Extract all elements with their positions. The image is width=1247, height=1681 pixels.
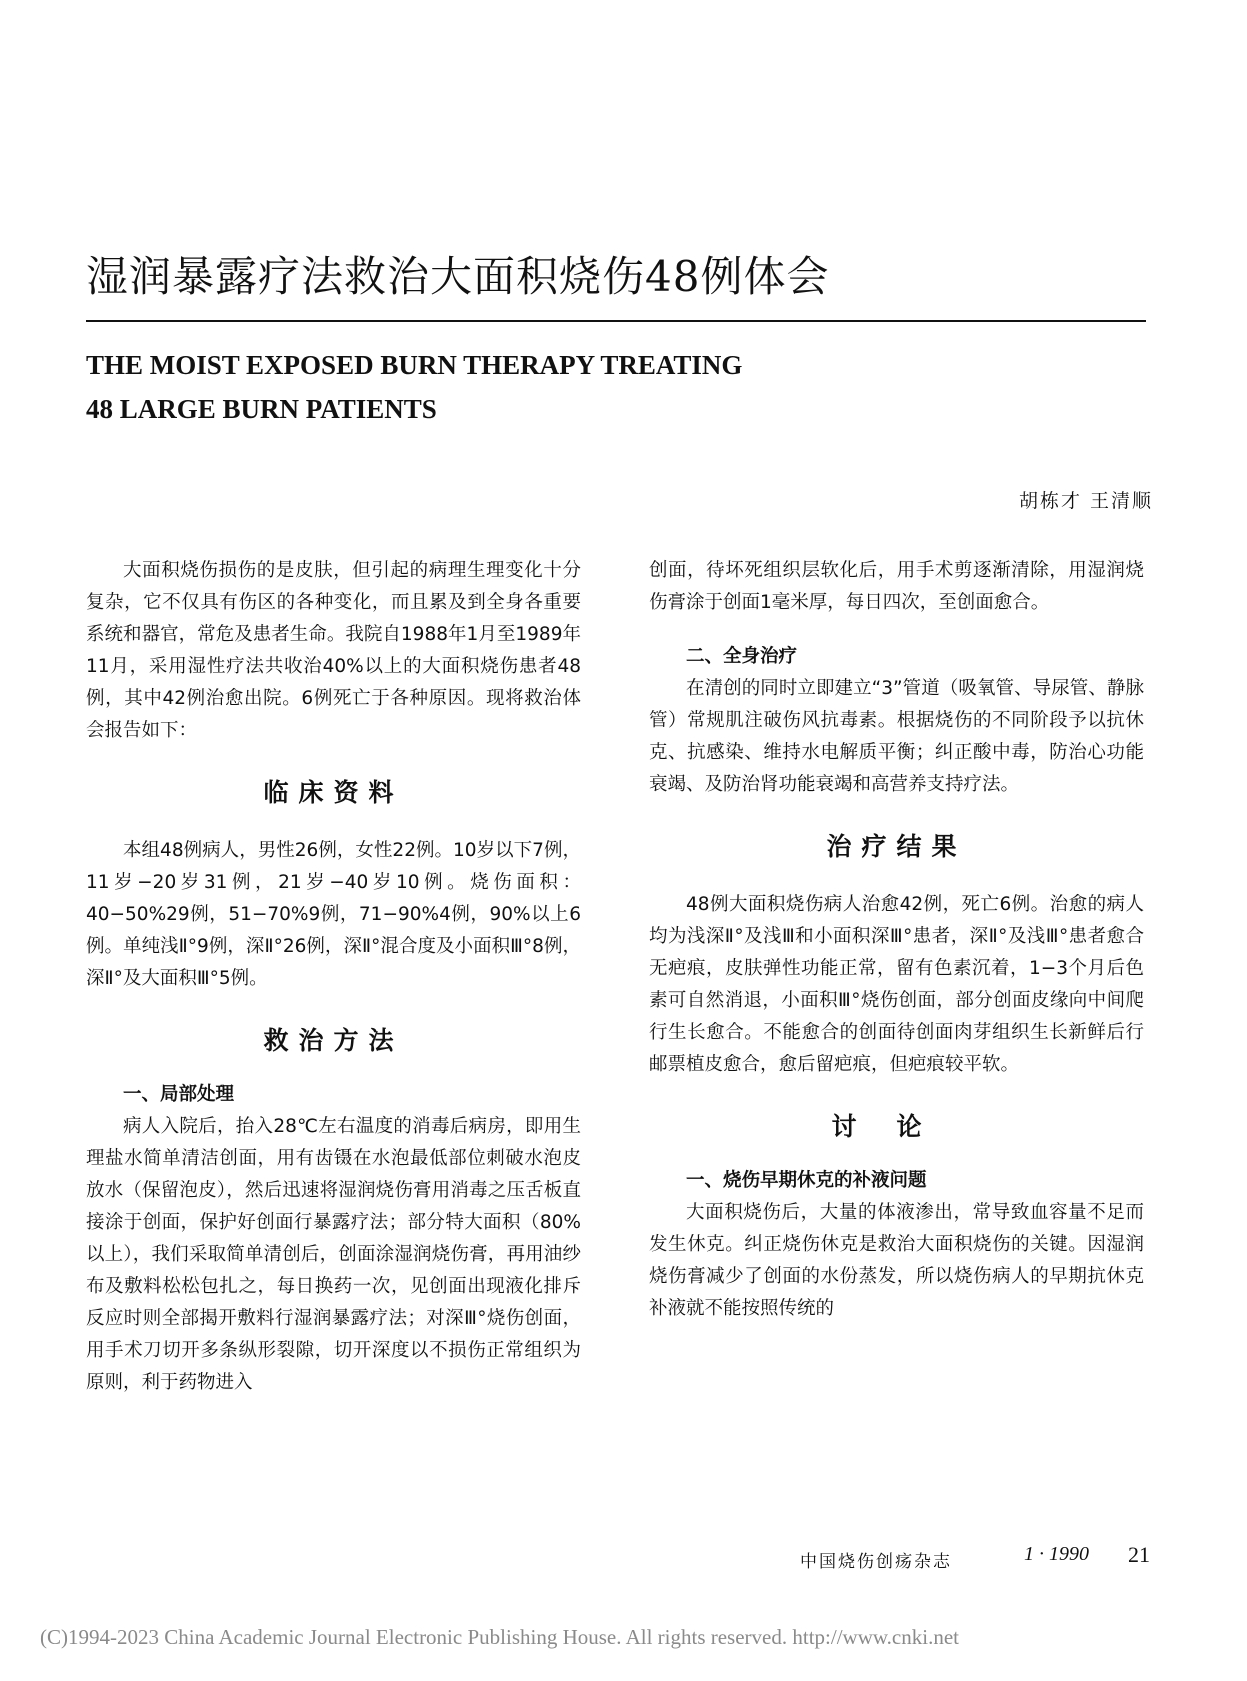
systemic-treatment-paragraph: 在清创的同时立即建立“3”管道（吸氧管、导尿管、静脉管）常规肌注破伤风抗毒素。根据烧伤的不同阶段予以抗休克、抗感染、维持水电解质平衡；纠正酸中毒，防治心功能衰竭、及防治肾功能衰竭和高营养支持疗法。 xyxy=(649,678,1144,795)
section-heading-results: 治疗结果 xyxy=(826,832,967,861)
shock-fluid-paragraph: 大面积烧伤后，大量的体液渗出，常导致血容量不足而发生休克。纠正烧伤休克是救治大面积烧伤的关键。因湿润烧伤膏减少了创面的水份蒸发，所以烧伤病人的早期抗休克补液就不能按照传统的 xyxy=(649,1202,1144,1319)
article-title-english xyxy=(86,343,986,431)
author-names: 胡栋才 王清顺 xyxy=(1018,490,1153,512)
section-heading-clinical-data: 临床资料 xyxy=(263,778,404,807)
subsection-heading-systemic-treatment: 二、全身治疗 xyxy=(686,646,798,667)
title-english-line-1: THE MOIST EXPOSED BURN THERAPY TREATING xyxy=(86,350,743,380)
copyright-watermark: (C)1994-2023 China Academic Journal Electronic Publishing House. All rights reserved. http://www.cnki.net xyxy=(40,1625,959,1649)
intro-paragraph: 大面积烧伤损伤的是皮肤，但引起的病理生理变化十分复杂，它不仅具有伤区的各种变化，而且累及到全身各重要系统和器官，常危及患者生命。我院自1988年1月至1989年11月，采用湿性疗法共收治40%以上的大面积烧伤患者48例，其中42例治愈出院。6例死亡于各种原因。现将救治体会报告如下： xyxy=(86,560,581,741)
section-heading-treatment-methods: 救治方法 xyxy=(263,1026,404,1055)
title-english-line-2: 48 LARGE BURN PATIENTS xyxy=(86,394,437,424)
continued-paragraph: 创面，待坏死组织层软化后，用手术剪逐渐清除，用湿润烧伤膏涂于创面1毫米厚，每日四次，至创面愈合。 xyxy=(649,560,1144,613)
section-heading-discussion: 讨论 xyxy=(831,1112,962,1141)
article-title-chinese: 湿润暴露疗法救治大面积烧伤48例体会 xyxy=(86,252,830,301)
subsection-heading-local-treatment: 一、局部处理 xyxy=(123,1084,235,1105)
page-number: 21 xyxy=(1128,1542,1150,1567)
journal-name: 中国烧伤创疡杂志 xyxy=(800,1552,952,1572)
subsection-heading-shock-fluid: 一、烧伤早期休克的补液问题 xyxy=(686,1170,927,1191)
clinical-data-paragraph: 本组48例病人，男性26例，女性22例。10岁以下7例，11岁−20岁31例，21岁−40岁10例。烧伤面积：40−50%29例，51−70%9例，71−90%4例，90%以上6例。单纯浅Ⅱ°9例，深Ⅱ°26例，深Ⅱ°混合度及小面积Ⅲ°8例，深Ⅱ°及大面积Ⅲ°5例。 xyxy=(86,840,581,989)
right-column xyxy=(649,555,1144,1325)
issue-number: 1 · 1990 xyxy=(1024,1543,1089,1565)
title-divider xyxy=(86,320,1146,322)
results-paragraph: 48例大面积烧伤病人治愈42例，死亡6例。治愈的病人均为浅深Ⅱ°及浅Ⅲ和小面积深Ⅲ°患者，深Ⅱ°及浅Ⅲ°患者愈合无疤痕，皮肤弹性功能正常，留有色素沉着，1−3个月后色素可自然消退，小面积Ⅲ°烧伤创面，部分创面皮缘向中间爬行生长愈合。不能愈合的创面待创面肉芽组织生长新鲜后行邮票植皮愈合，愈后留疤痕，但疤痕较平软。 xyxy=(649,894,1144,1075)
left-column xyxy=(86,555,581,1399)
local-treatment-paragraph: 病人入院后，抬入28℃左右温度的消毒后病房，即用生理盐水简单清洁创面，用有齿镊在水泡最低部位刺破水泡皮放水（保留泡皮），然后迅速将湿润烧伤膏用消毒之压舌板直接涂于创面，保护好创面行暴露疗法；部分特大面积（80%以上），我们采取简单清创后，创面涂湿润烧伤膏，再用油纱布及敷料松松包扎之，每日换药一次，见创面出现液化排斥反应时则全部揭开敷料行湿润暴露疗法；对深Ⅲ°烧伤创面，用手术刀切开多条纵形裂隙，切开深度以不损伤正常组织为原则，利于药物进入 xyxy=(86,1116,581,1393)
